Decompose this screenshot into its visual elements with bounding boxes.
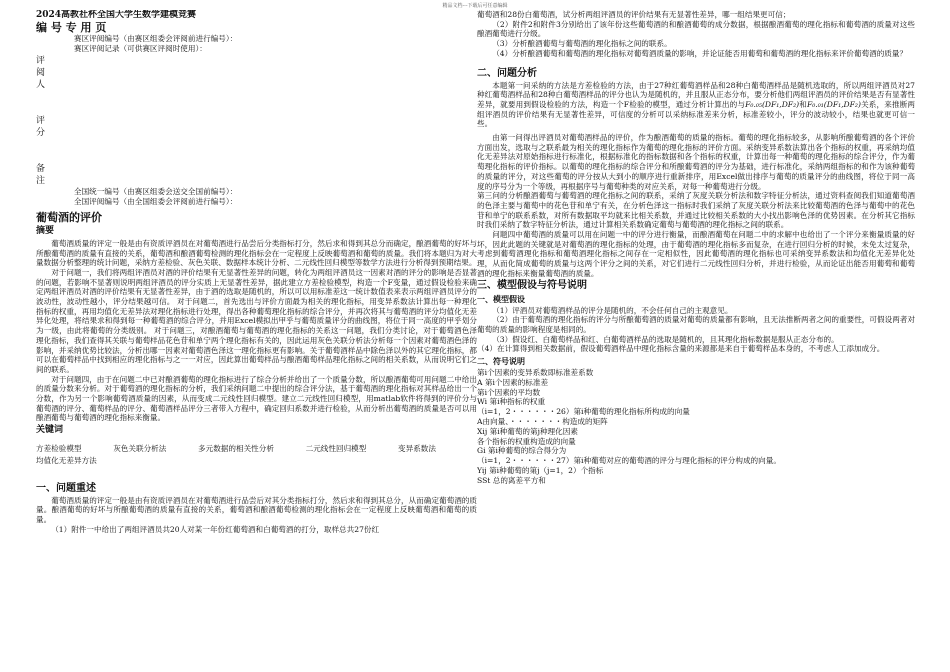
symbol-item: 第i个因素的平均数	[477, 387, 541, 397]
page-label: 编 号 专 用 页	[36, 21, 107, 34]
paper-title: 葡萄酒的评价	[36, 210, 102, 224]
assumption-1: （1）评酒员对葡萄酒样品的评分是随机的，不会任何自己的主观意见。	[492, 305, 733, 315]
global-review-line: 全国评阅编号（由全国组委会评阅前进行编号）：	[74, 197, 238, 207]
symbol-item: （i=1，2・・・・・・26）第i种葡萄的理化指标所构成的向量	[477, 407, 690, 417]
section-2-paragraph-1	[477, 81, 915, 130]
global-number-line: 全国统一编号（由赛区组委会送交全国前编号）：	[74, 187, 238, 197]
side-char: 分	[36, 128, 46, 139]
symbols-list	[477, 368, 915, 486]
section-2-heading: 二、问题分析	[477, 67, 537, 79]
side-char	[36, 151, 66, 163]
assumptions-heading: 一、模型假设	[477, 293, 525, 304]
keyword: 灰色关联分析法	[113, 444, 167, 454]
symbol-item: Wi 第i种指标的权重	[477, 397, 546, 407]
section-1-heading: 一、问题重述	[36, 482, 96, 494]
assumption-3: （3）假设红、白葡萄样品和红、白葡萄酒样品的选取是随机的，且其理化指标数据是服从正态分布的。	[492, 334, 839, 344]
keyword: 多元数据的相关性分析	[198, 444, 274, 454]
assumption-2: （2）由于葡萄酒的理化指标的评分与所酿葡萄酒的质量对葡萄的质量都有影响，且无法推断两者之间的重要性，可假设两者对葡萄的质量的影响程度是相同的。	[477, 315, 915, 334]
symbol-item: （i=1，2・・・・・・27）第i种葡萄对应的葡萄酒的评分与理化指标的评分构成的向量。	[477, 456, 781, 466]
symbol-item: 各个指标的权重构造成的向量	[477, 436, 576, 446]
contest-title: 2024高教社杯全国大学生数学建模竞赛	[36, 10, 197, 20]
symbol-item: Yij 第i种葡萄的第j（j=1，2）个指标	[477, 466, 604, 476]
page-header: 精品文档---下载后可任意编辑	[442, 3, 508, 9]
symbol-item: A由向量、・・・・・・・构造成的矩阵	[477, 417, 608, 427]
keywords-heading: 关键词	[36, 425, 64, 436]
side-char: 评	[36, 116, 46, 127]
side-char	[36, 103, 66, 115]
section-3-heading: 三、模型假设与符号说明	[477, 279, 587, 291]
section-2-text: 本题第一问采纳的方法是方差检验的方法，由于27种红葡萄酒样品和28种白葡萄酒样品是随机选取的，所以两组评酒员对27种红葡萄酒样品和28种白葡萄酒样品的评分也认为是随机的，并且服从正态分布，要分析他们两组评酒员的评价结果是否有显著性差异，就要用到假设检验的方法，构造一个F检验的模型，通过分析计算出的与	[477, 80, 915, 109]
abstract-paragraph: 对于问题一，我们将两组评酒员对酒的评价结果有无显著性差异的问题，转化为两组评酒员这一因素对酒的评分的影响是否显著的问题，若影响不显著则说明两组评酒员的评分实质上无显著性差异，据此建立方差检验模型，构造一个F变量，通过假设检验来确定两组评酒员对酒的评价结果有无显著性差异，由于酒的选取是随机的，所以可以用标准差这一统计数值表来表示两组评酒员评分的波动性，波动性越小，评分结果越可信。 对于问题二，首先选出与评价方面最为相关的理化指标，用变异系数法计算出每一种理化指标的权重，再用均值化无差异法对理化指标进行处理，得出各种葡萄理化指标的综合评分，并再次将其与葡萄酒的评分均值化无差异化处理，将结果求和得到每一种葡萄酒的综合评分，并用Excel模拟出甲乎与葡萄质量评分的曲线图，将位于同一高度的甲乎划分为一级，由此将葡萄的分类级别。 对于问题三，对酿酒葡萄与葡萄酒的理化指标的关系这一问题，我们分类讨论，对于葡萄酒色泽理化指标，我们查得其关联与葡萄样品花色苷和单宁两个理化指标有关的，因此运用灰色关联分析法分析每一个因素对葡萄酒色泽的影响，并采纳优势比较法，分析出哪一因素对葡萄酒色泽这一理化指标更有影响。关于葡萄酒样品中除色泽以外的其它理化指标，都可以在葡萄样品中找到相应的理化指标与之一一对应，因此算出葡萄样品与酿酒葡萄样品理化指标之间的相关系数，从而说明它们之间的联系。	[36, 267, 477, 374]
keyword: 二元线性回归模型	[305, 444, 367, 454]
side-char: 阅	[36, 68, 46, 79]
abstract-paragraph: 对于问题四，由于在问题二中已对酿酒葡萄的理化指标进行了综合分析并给出了一个质量分数，所以酿酒葡萄可用问题二中给出的质量分数来分析。对于葡萄酒的理化指标的分析，我们采纳问题二中提出的综合评分法，基于葡萄酒的理化指标对其样品给出一个分数，作为另一个影响葡萄酒质量的因素，从而变成二元线性回归模型。建立二元线性回归模型，用matlab软件将得到的评价分与葡萄酒的评分、葡萄样品的评分、葡萄酒样品评分三者带入方程中，确定回归系数并进行检验，从而分析出葡萄酒的质量是否可以用酿酒葡萄与葡萄酒的理化指标来衡量。	[36, 374, 477, 423]
question-1-continued: 葡萄酒和28份白葡萄酒，试分析两组评酒员的评价结果有无显著性差异，哪一组结果更可信；	[477, 10, 791, 19]
assumption-4: （4）在计算得到相关数据前，假设葡萄酒样品中理化指标含量的来源都是来自于葡萄样品本身的，不考虑人工添加成分。	[477, 344, 885, 354]
symbols-heading: 二、符号说明	[477, 356, 525, 367]
f-critical-005: F₀.₀₅(DF₁,DF₂)	[745, 99, 800, 109]
side-char: 评	[36, 56, 46, 67]
side-char	[36, 139, 66, 151]
symbol-item: Gi 第i种葡萄的综合得分为	[477, 446, 567, 456]
side-char: 人	[36, 80, 46, 91]
abstract-paragraph: 葡萄酒质量的评定一般是由有资质评酒员在对葡萄酒进行品尝后分类指标打分，然后求和得到其总分而确定，酿酒葡萄的好坏与所酿葡萄酒的质量有直接的关系，葡萄酒和酿酒葡萄检测的理化指标会在一定程度上反映葡萄酒和葡萄的质量。我们将本题归为对大量数据分析整理的统计问题，采纳方差检验、灰色关联、数据样本统计分析、二元线性回归模型等数学方法进行分析得到预期结果。	[36, 238, 477, 268]
keyword: 均值化无差异方法	[36, 455, 97, 465]
review-side-block	[36, 55, 477, 187]
review-record-line: 赛区评阅记录（可供赛区评阅时使用）：	[74, 43, 207, 53]
section-2-paragraph-2: 由第一问得出评酒员对葡萄酒样品的评价，作为酿酒葡萄的质量的指标。葡萄的理化指标较多，从影响所酿葡萄酒的各个评价方面出发，选取与之联系最为相关的理化指标作为葡萄的理化指标的评价方面。采纳变异系数法算出各个指标的权重，再采纳均值化无差异法对原始指标进行标准化，根据标准化的指标数据和各个指标的权重，计算出每一种葡萄的理化指标的综合评分，作为葡萄理化指标的评价指标。以葡萄的理化指标的综合评分和所酿葡萄酒的评分为基础，进行标准化，采纳两组指标的和作为该种葡萄的质量的评分，对这些葡萄的评分按从大到小的顺序进行重新排序，用Excel做出排序与葡萄的质量评分的曲线图，将位于同一高度的序号分为一个等级，再根据序号与葡萄种类的对应关系，对每一种葡萄进行分级。	[477, 133, 915, 191]
side-char: 注	[36, 176, 46, 187]
section-2-paragraph-4: 问题四中葡萄酒的质量可以用在问题一中的评分进行衡量，而酿酒葡萄在问题二中的求解中也给出了一个评分来衡量质量的好坏，因此此题的关键就是对葡萄酒的理化指标的处理，由于葡萄酒的理化指标多而复杂，在进行回归分析的时候，未免太过复杂，考虑到葡萄酒理化指标和葡萄酒理化指标之间存在一定相似性，因此葡萄酒的理化指标也可采纳变异系数法和均值化无差异化处理，从而化简成葡萄的质量与这两个评分之间的关系，对它们进行二元线性回归分析，并进行检验，从而论证出能否用葡萄和葡萄酒的理化指标来衡量葡萄酒的质量。	[477, 230, 915, 278]
keyword: 变异系数法	[398, 444, 436, 454]
symbol-item: 第i个因素的变异系数即标准差系数	[477, 368, 594, 378]
side-char	[36, 91, 66, 103]
abstract-heading: 摘要	[36, 225, 55, 236]
symbol-item: A 第i个因素的标准差	[477, 377, 549, 387]
symbol-item: SSt 总的离差平方和	[477, 475, 546, 485]
f-critical-001: F₀.₀₁(DF₁,DF₂)	[806, 99, 861, 109]
review-number-line: 赛区评阅编号（由赛区组委会评阅前进行编号）：	[74, 34, 238, 43]
and-text: 和	[799, 99, 807, 109]
section-2-paragraph-3: 第三问的分析酿酒葡萄与葡萄酒的理化指标之间的联系，采纳了灰度关联分析法和数字特征分析法，通过资料查阅我们知道葡萄酒的色泽主要与葡萄中的花色苷和单宁有关，在分析色泽这一指标时我们采纳了灰度关联分析法来比较葡萄酒的色泽与葡萄中的花色苷和单宁的联系系数，对所有数据取平均就来比相关系数，并通过比较相关系数的大小找出影响色泽的优势因素。在分析其它指标时我们采纳了数字特征分析法，通过计算相关系数确定葡萄与葡萄酒的理化指标之间的联系。	[477, 191, 915, 230]
keywords-row	[36, 444, 436, 454]
keyword: 方差检验模型	[36, 444, 82, 454]
symbol-item: Xij 第i种葡萄的第j种理化因素	[477, 426, 578, 436]
section-1-paragraph: 葡萄酒质量的评定一般是由有资质评酒员在对葡萄酒进行品尝后对其分类指标打分，然后求和得到其总分，从而确定葡萄酒的质量。酿酒葡萄的好坏与所酿葡萄酒的质量有直接的关系，葡萄酒和酿酒葡萄检测的理化指标会在一定程度上反映葡萄酒和葡萄的质量。	[36, 495, 477, 524]
section-1-question-1: （1）附件一中给出了两组评酒员共20人对某一年份红葡萄酒和白葡萄酒的打分，取样总共27份红	[51, 524, 380, 534]
left-column	[36, 10, 477, 668]
side-char: 备	[36, 164, 46, 175]
side-labels	[36, 55, 66, 187]
section-2-text: 关系，来推断两组评酒员的评价结果有无显著性差异，可信度的分析可以采纳标准差来分析，标准差较小，评分的波动较小，结果也就更可信一些。	[477, 99, 915, 129]
right-column	[477, 10, 915, 668]
question-2: （2）附件2和附件3分别给出了该年份这些葡萄酒的和酿酒葡萄的成分数据，根据酿酒葡萄的理化指标和葡萄酒的质量对这些酿酒葡萄进行分级。	[477, 19, 915, 39]
question-3: （3）分析酿酒葡萄与葡萄酒的理化指标之间的联系。	[492, 39, 672, 49]
question-4: （4）分析酿酒葡萄和葡萄酒的理化指标对葡萄酒质量的影响，并论证能否用葡萄和葡萄酒的理化指标来评价葡萄酒的质量？	[492, 48, 908, 58]
